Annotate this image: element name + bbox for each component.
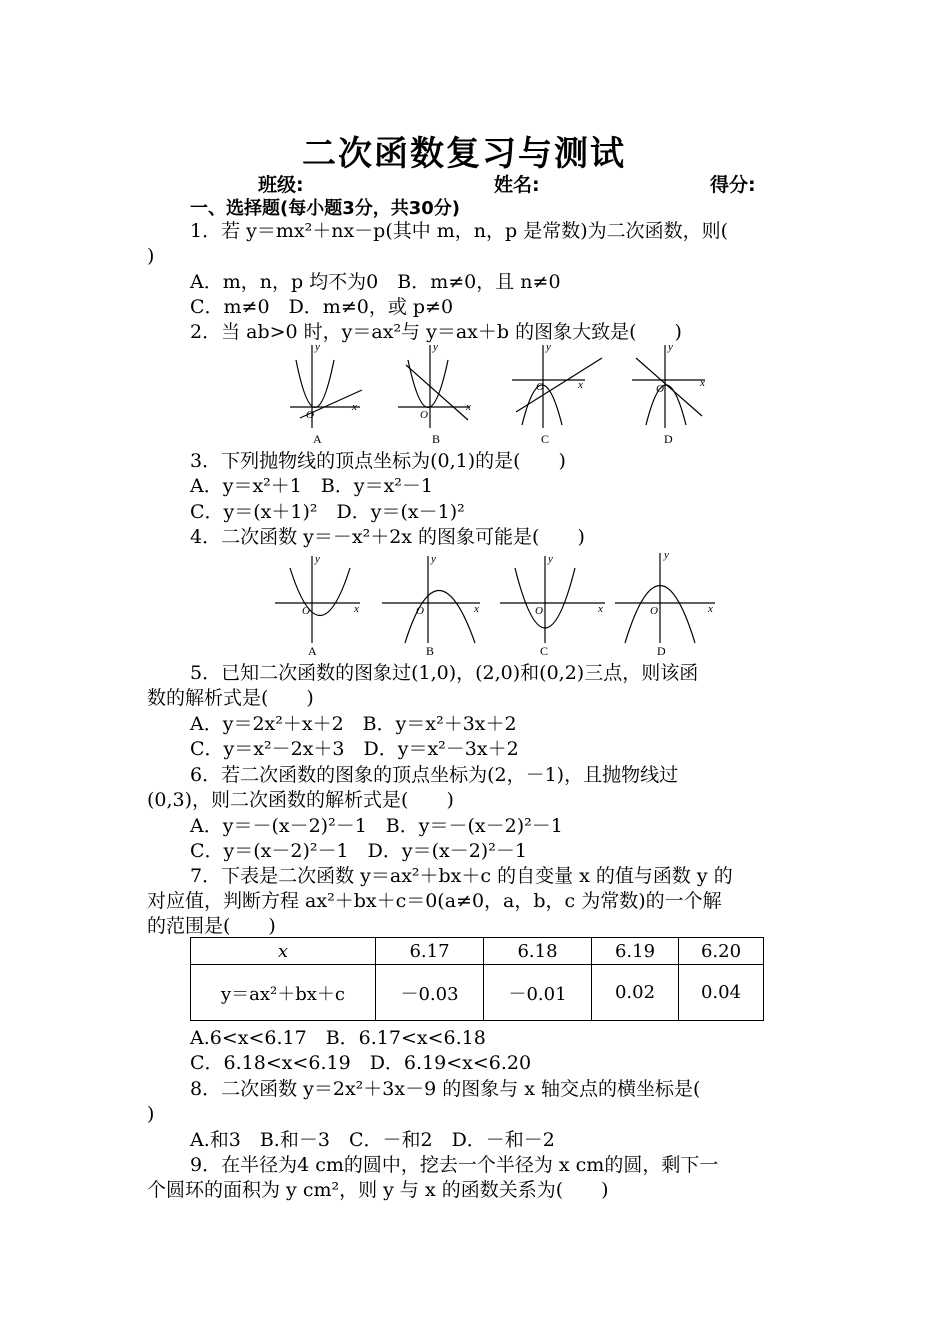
table-cell: 6.20 [679, 938, 764, 965]
q3-stem: 3．下列抛物线的顶点坐标为(0,1)的是( ) [190, 450, 566, 472]
q3-options-cd: C．y＝(x＋1)² D．y＝(x－1)² [190, 501, 465, 523]
q1-options-cd: C．m≠0 D．m≠0，或 p≠0 [190, 296, 454, 318]
q4b-origin: O [416, 605, 424, 617]
q5-stem-2: 数的解析式是( ) [147, 687, 314, 709]
name-label: 姓名: [494, 174, 540, 196]
q1-stem: 1．若 y＝mx²＋nx－p(其中 m，n，p 是常数)为二次函数，则( [190, 220, 729, 242]
table-cell: 0.02 [592, 965, 679, 1021]
q7-options-cd: C．6.18<x<6.19 D．6.19<x<6.20 [190, 1052, 532, 1074]
q2-graph-b [398, 345, 470, 428]
q2c-x-label: x [578, 379, 583, 391]
section-heading: 一、选择题(每小题3分，共30分) [190, 198, 461, 219]
q4d-x-label: x [708, 603, 713, 615]
q6-stem: 6．若二次函数的图象的顶点坐标为(2，－1)，且抛物线过 [190, 764, 679, 786]
table-cell: 6.17 [376, 938, 484, 965]
q4-caption-d: D [657, 644, 666, 658]
q2-caption-a: A [313, 432, 322, 446]
q2-graph-d [632, 345, 705, 428]
q2c-origin: O [536, 381, 544, 393]
q4-stem: 4．二次函数 y＝－x²＋2x 的图象可能是( ) [190, 526, 585, 548]
q2a-y-label: y [315, 341, 320, 353]
class-label: 班级: [258, 174, 304, 196]
q7-options-ab: A.6<x<6.17 B．6.17<x<6.18 [190, 1027, 486, 1049]
q2-caption-b: B [432, 432, 441, 446]
q4-caption-c: C [540, 644, 549, 658]
q2b-y-label: y [433, 341, 438, 353]
q2d-origin: O [656, 383, 664, 395]
q2-caption-d: D [664, 432, 673, 446]
q9-stem-2: 个圆环的面积为 y cm²，则 y 与 x 的函数关系为( ) [147, 1179, 609, 1201]
q6-options-cd: C．y＝(x－2)²－1 D．y＝(x－2)²－1 [190, 840, 527, 862]
q4a-x-label: x [354, 603, 359, 615]
q2-graph-a [290, 345, 362, 428]
q2-graph-c [512, 345, 602, 428]
value-table [190, 937, 764, 1021]
q8-stem: 8．二次函数 y＝2x²＋3x－9 的图象与 x 轴交点的横坐标是( [190, 1078, 701, 1100]
q8-options: A.和3 B.和－3 C．－和2 D．－和－2 [190, 1129, 555, 1151]
q4-graph-a [275, 556, 360, 643]
q7-stem-2: 对应值，判断方程 ax²＋bx＋c＝0(a≠0，a，b，c 为常数)的一个解 [147, 890, 722, 912]
table-cell: 6.19 [592, 938, 679, 965]
table-cell: －0.01 [484, 965, 592, 1021]
q4-figure [270, 548, 730, 648]
q2-caption-c: C [541, 432, 550, 446]
q2a-origin: O [306, 409, 314, 421]
table-row [191, 965, 764, 1021]
q2d-x-label: x [700, 377, 705, 389]
q2d-y-label: y [668, 341, 673, 353]
score-label: 得分: [710, 174, 756, 196]
q4d-y-label: y [664, 549, 669, 561]
table-cell: 0.04 [679, 965, 764, 1021]
q1-stem-tail: ) [147, 245, 155, 267]
q4-caption-a: A [308, 644, 317, 658]
q4a-y-label: y [315, 553, 320, 565]
q8-stem-tail: ) [147, 1103, 155, 1125]
q4c-origin: O [535, 605, 543, 617]
q4-graph-b [382, 556, 480, 643]
q6-options-ab: A．y＝－(x－2)²－1 B．y＝－(x－2)²－1 [190, 815, 563, 837]
q4b-y-label: y [431, 553, 436, 565]
q2a-x-label: x [352, 401, 357, 413]
page-title: 二次函数复习与测试 [302, 134, 626, 174]
q1-options-ab: A．m，n，p 均不为0 B．m≠0，且 n≠0 [190, 271, 561, 293]
q2c-y-label: y [546, 341, 551, 353]
table-cell: y＝ax²＋bx＋c [191, 965, 376, 1021]
table-cell: x [191, 938, 376, 965]
q7-stem-3: 的范围是( ) [147, 915, 276, 937]
q5-stem: 5．已知二次函数的图象过(1,0)，(2,0)和(0,2)三点，则该函 [190, 662, 699, 684]
q4c-y-label: y [548, 553, 553, 565]
q4-graph-d [615, 553, 715, 643]
table-row [191, 938, 764, 965]
q5-options-ab: A．y＝2x²＋x＋2 B．y＝x²＋3x＋2 [190, 713, 517, 735]
q4c-x-label: x [598, 603, 603, 615]
table-cell: 6.18 [484, 938, 592, 965]
table-cell: －0.03 [376, 965, 484, 1021]
q7-stem: 7．下表是二次函数 y＝ax²＋bx＋c 的自变量 x 的值与函数 y 的 [190, 865, 733, 887]
q6-stem-2: (0,3)，则二次函数的解析式是( ) [147, 789, 454, 811]
q2-figure [280, 340, 720, 450]
q4b-x-label: x [474, 603, 479, 615]
q5-options-cd: C．y＝x²－2x＋3 D．y＝x²－3x＋2 [190, 738, 519, 760]
q4a-origin: O [302, 605, 310, 617]
q2b-origin: O [420, 409, 428, 421]
q9-stem: 9．在半径为4 cm的圆中，挖去一个半径为 x cm的圆，剩下一 [190, 1154, 719, 1176]
q4-caption-b: B [426, 644, 435, 658]
q2-stem: 2．当 ab>0 时，y＝ax²与 y＝ax＋b 的图象大致是( ) [190, 321, 682, 343]
q3-options-ab: A．y＝x²＋1 B．y＝x²－1 [190, 475, 433, 497]
q2b-x-label: x [466, 401, 471, 413]
q4d-origin: O [650, 605, 658, 617]
q4-graph-c [500, 556, 605, 643]
